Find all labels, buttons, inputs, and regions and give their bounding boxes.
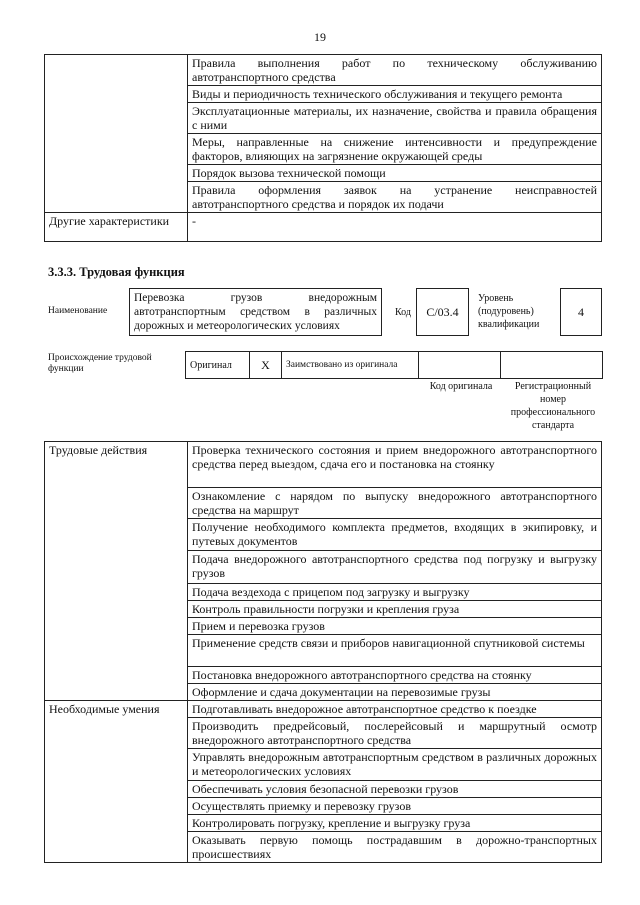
function-details-table	[44, 441, 602, 863]
section-title: 3.3.3. Трудовая функция	[48, 265, 185, 279]
action-item: Прием и перевозка грузов	[188, 618, 602, 635]
knowledge-table	[44, 54, 602, 242]
knowledge-item: Виды и периодичность технического обслуживания и текущего ремонта	[188, 86, 602, 103]
code-original-cell	[419, 352, 501, 379]
knowledge-item: Правила оформления заявок на устранение неисправностей автотранспортного средства и порядок их подачи	[188, 182, 602, 213]
other-characteristics-label: Другие характеристики	[45, 213, 188, 242]
reg-number-caption: Регистрационный номер профессионального стандарта	[510, 381, 596, 431]
code-label: Код	[395, 307, 411, 318]
function-name-box	[129, 288, 382, 336]
action-item: Оформление и сдача документации на перевозимые грузы	[188, 684, 602, 701]
original-mark: X	[250, 352, 282, 379]
action-item: Применение средств связи и приборов навигационной спутниковой системы	[188, 635, 602, 667]
knowledge-label-cell	[45, 55, 188, 213]
function-name: Перевозка грузов внедорожным автотранспортным средством в различных дорожных и метеорологических условиях	[134, 292, 377, 332]
origin-table	[185, 351, 603, 379]
level-value: 4	[578, 305, 584, 319]
action-item: Контроль правильности погрузки и крепления груза	[188, 601, 602, 618]
reg-number-cell	[501, 352, 603, 379]
skill-item: Осуществлять приемку и перевозку грузов	[188, 798, 602, 815]
skills-label: Необходимые умения	[45, 701, 188, 863]
original-label: Оригинал	[186, 352, 250, 379]
actions-label: Трудовые действия	[45, 442, 188, 701]
skill-item: Оказывать первую помощь пострадавшим в дорожно-транспортных происшествиях	[188, 832, 602, 863]
action-item: Получение необходимого комплекта предметов, входящих в экипировку, и путевых документов	[188, 519, 602, 551]
level-box	[560, 288, 602, 336]
other-characteristics-value: -	[188, 213, 602, 242]
skill-item: Подготавливать внедорожное автотранспортное средство к поездке	[188, 701, 602, 718]
borrowed-label: Заимствовано из оригинала	[282, 352, 419, 379]
action-item: Ознакомление с нарядом по выпуску внедорожного автотранспортного средства на маршрут	[188, 488, 602, 519]
action-item: Подача вездехода с прицепом под загрузку и выгрузку	[188, 584, 602, 601]
skill-item: Контролировать погрузку, крепление и выгрузку груза	[188, 815, 602, 832]
knowledge-item: Порядок вызова технической помощи	[188, 165, 602, 182]
level-label: Уровень (подуровень) квалификации	[478, 293, 540, 330]
knowledge-item: Меры, направленные на снижение интенсивности и предупреждение факторов, влияющих на загрязнение окружающей среды	[188, 134, 602, 165]
knowledge-item: Правила выполнения работ по техническому обслуживанию автотранспортного средства	[188, 55, 602, 86]
skill-item: Управлять внедорожным автотранспортным средством в различных дорожных и метеорологических условиях	[188, 749, 602, 781]
skill-item: Производить предрейсовый, послерейсовый и маршрутный осмотр внедорожного автотранспортного средства	[188, 718, 602, 749]
origin-label: Происхождение трудовой функции	[48, 353, 152, 374]
code-box	[416, 288, 469, 336]
action-item: Проверка технического состояния и прием внедорожного автотранспортного средства перед выездом, сдача его и постановка на стоянку	[188, 442, 602, 488]
code-value: C/03.4	[426, 305, 459, 319]
skill-item: Обеспечивать условия безопасной перевозки грузов	[188, 781, 602, 798]
action-item: Постановка внедорожного автотранспортного средства на стоянку	[188, 667, 602, 684]
name-label: Наименование	[48, 306, 108, 316]
action-item: Подача внедорожного автотранспортного средства под погрузку и выгрузку грузов	[188, 551, 602, 584]
code-original-caption: Код оригинала	[429, 381, 493, 392]
page-number: 19	[314, 30, 326, 44]
knowledge-item: Эксплуатационные материалы, их назначение, свойства и правила обращения с ними	[188, 103, 602, 134]
